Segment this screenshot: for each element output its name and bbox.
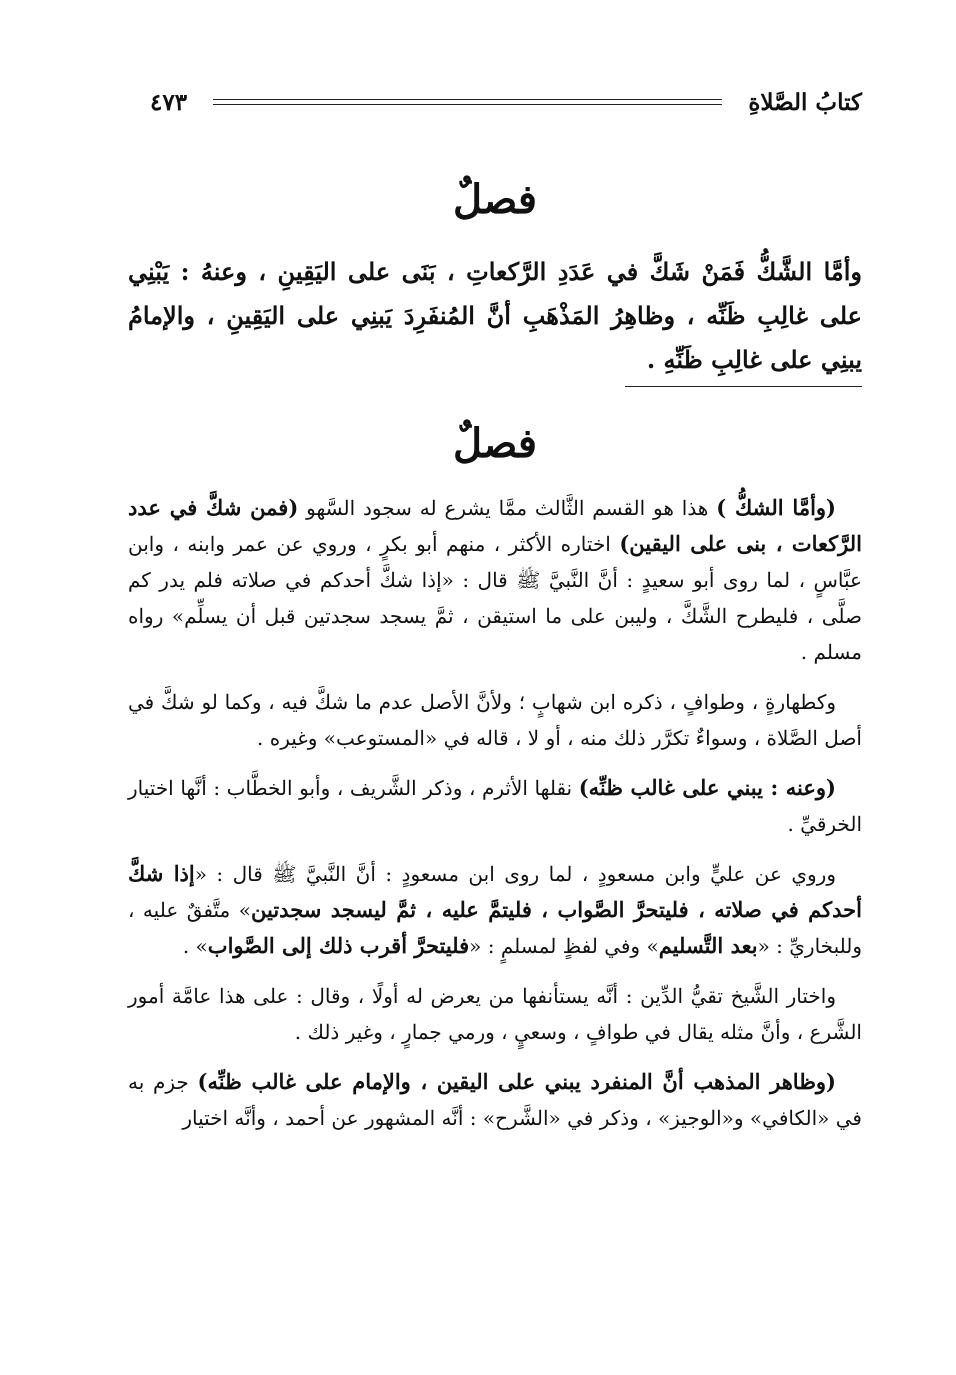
paragraph-text: اختاره الأكثر ، منهم أبو بكرٍ ، وروي عن عمر وابنه ، وابن عبَّاسٍ ، لما روى أبو سعيدٍ : أنَّ النَّبيَّ ﷺ قال : «إذا شكَّ أحدكم في صلاته فلم يدر كم صلَّى ، فليطرح الشَّكَّ ، وليبن على ما استيقن ، ثمَّ يسجد سجدتين قبل أن يسلِّم» رواه مسلم . bbox=[128, 532, 862, 664]
hadith-quote: بعد التَّسليم bbox=[658, 933, 758, 958]
section-heading-2: فصلٌ bbox=[452, 420, 538, 467]
running-header bbox=[150, 82, 862, 122]
paragraph-text: جزم به في «الكافي» و«الوجيز» ، وذكر في «الشَّرح» : أنَّه المشهور عن أحمد ، وأنَّه اختيار bbox=[128, 1070, 862, 1130]
commentary bbox=[128, 490, 862, 1150]
commentary-paragraph-2: وكطهارةٍ ، وطوافٍ ، ذكره ابن شهابٍ ؛ ولأنَّ الأصل عدم ما شكَّ فيه ، وكما لو شكَّ في أصل الصَّلاة ، وسواءٌ تكرَّر ذلك منه ، أو لا ، قاله في «المستوعب» وغيره . bbox=[128, 690, 862, 750]
quoted-matn: (فمن شكَّ في عدد الرَّكعات ، بنى على اليقين) bbox=[128, 495, 862, 556]
section-heading-1: فصلٌ bbox=[452, 176, 538, 223]
quoted-matn: (وأمَّا الشكُّ ) bbox=[716, 495, 836, 520]
commentary-paragraph-3 bbox=[128, 770, 862, 842]
paragraph-text: » . bbox=[182, 934, 208, 958]
header-rule bbox=[213, 99, 722, 105]
paragraph-text: هذا هو القسم الثَّالث ممَّا يشرع له سجود السَّهو bbox=[298, 496, 717, 520]
paragraph-text: » وفي لفظٍ لمسلمٍ : « bbox=[469, 934, 659, 958]
matn-text: وأمَّا الشَّكُّ فَمَنْ شَكَّ في عَدَدِ الرَّكعاتِ ، بَنَى على اليَقِينِ ، وعنهُ : يَبْنِي على غالِبِ ظَنِّه ، وظاهِرُ المَذْهَبِ أنَّ المُنفَرِدَ يَبنِي على اليَقِينِ ، والإمامُ يبنِي على غالِبِ ظَنِّهِ . bbox=[128, 257, 862, 374]
commentary-paragraph-1 bbox=[128, 490, 862, 670]
commentary-paragraph-6 bbox=[128, 1064, 862, 1136]
quoted-matn: (وعنه : يبني على غالب ظنِّه) bbox=[578, 775, 836, 800]
hadith-quote: إذا شكَّ أحدكم في صلاته ، فليتحرَّ الصَّواب ، فليتمَّ عليه ، ثمَّ ليسجد سجدتين bbox=[128, 861, 862, 922]
paragraph-text: » متَّفقٌ عليه ، وللبخاريِّ : « bbox=[128, 898, 862, 958]
hadith-quote: فليتحرَّ أقرب ذلك إلى الصَّواب bbox=[207, 933, 470, 958]
page-number: ٤٧٣ bbox=[150, 88, 188, 116]
matn-divider bbox=[625, 386, 862, 387]
commentary-paragraph-4 bbox=[128, 856, 862, 964]
book-title: كتابُ الصَّلاةِ bbox=[748, 88, 862, 116]
commentary-paragraph-5: واختار الشَّيخ تقيُّ الدِّين : أنَّه يستأنفها من يعرض له أولًا ، وقال : على هذا عامَّة أمور الشَّرع ، وأنَّ مثله يقال في طوافٍ ، وسعيٍ ، ورمي جمارٍ ، وغير ذلك . bbox=[128, 984, 862, 1044]
paragraph-text: وروي عن عليٍّ وابن مسعودٍ ، لما روى ابن مسعودٍ : أنَّ النَّبيَّ ﷺ قال : « bbox=[194, 862, 836, 886]
paragraph-text: نقلها الأثرم ، وذكر الشَّريف ، وأبو الخطَّاب : أنَّها اختيار الخرقيِّ . bbox=[128, 776, 862, 836]
quoted-matn: (وظاهر المذهب أنَّ المنفرد يبني على اليقين ، والإمام على غالب ظنِّه) bbox=[197, 1069, 836, 1094]
